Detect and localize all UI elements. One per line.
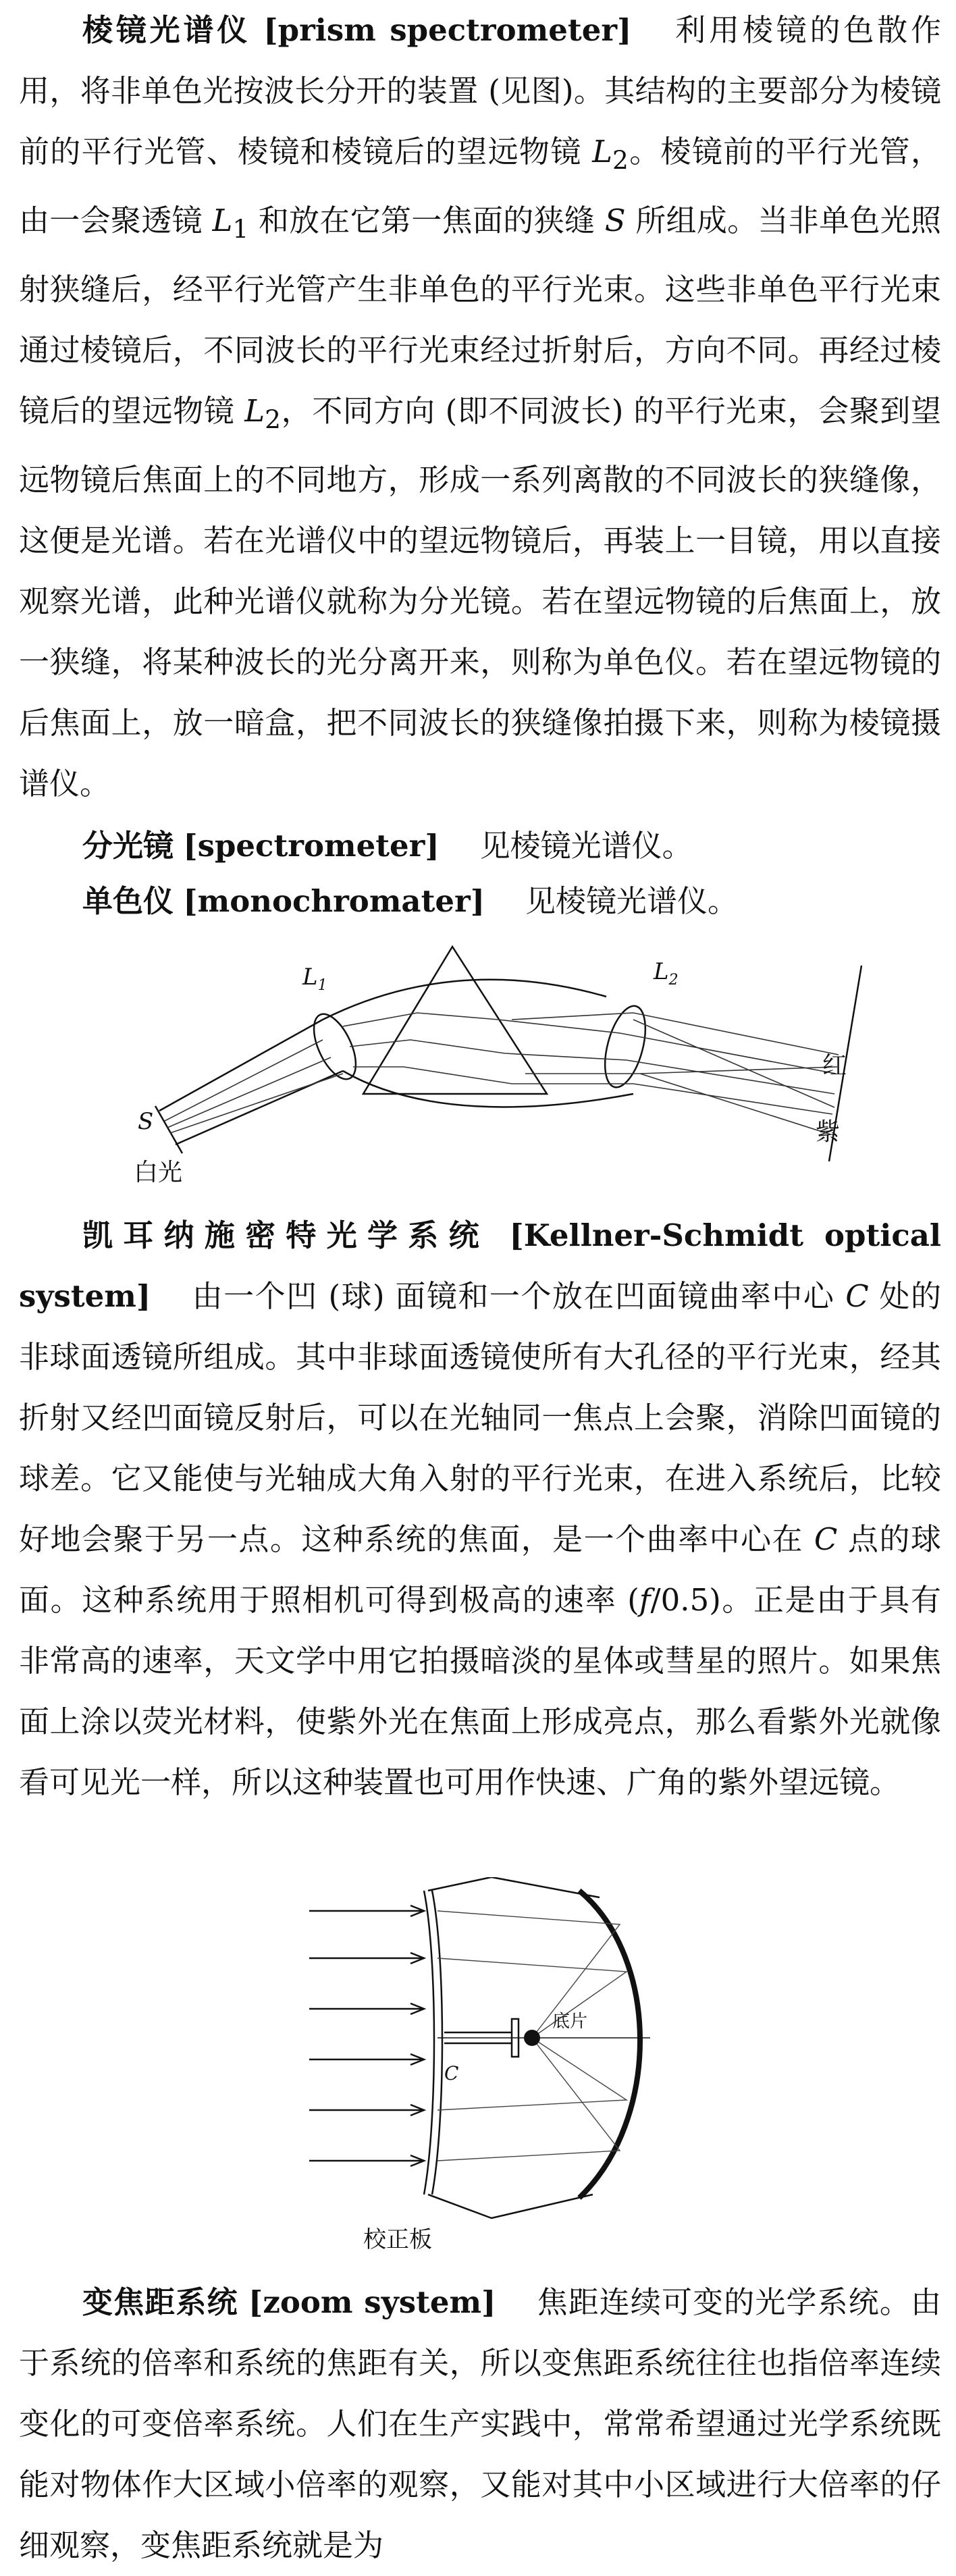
label-correction-plate: 校正板 [363,2226,432,2253]
label-film: 底片 [552,2012,588,2032]
symbol-f: f [639,1582,651,1618]
entry-text: 由一个凹 (球) 面镜和一个放在凹面镜曲率中心 [191,1278,846,1314]
entry-english: [prism spectrometer] [263,12,632,48]
focal-spot [524,2030,540,2046]
entry-english: [monochromater] [183,883,485,919]
slit-plate [155,1106,182,1153]
entry-text: 焦距连续可变的光学系统。由于系统的倍率和系统的焦距有关，所以变焦距系统往往也指倍率连续变化的可变倍率系统。人们在生产实践中，常常希望通过光学系统既能对物体作大区域小倍率的观察，又能对其中小区域进行大倍率的仔细观察，变焦距系统就是为 [19,2284,941,2563]
label-red: 红 [822,1052,847,1080]
entry-term: 变焦距系统 [82,2284,238,2320]
label-L2: $L_2$ [654,958,679,989]
label-L1: $L_1$ [302,964,327,994]
entry-text: 见棱镜光谱仪。 [479,828,693,864]
entry-text: 。棱镜前的平行光管，由一会聚透镜 [19,134,941,238]
subscript: 2 [265,404,282,434]
symbol-C: C [814,1521,838,1557]
entry-text: 所组成。当非单色光照射狭缝后，经平行光管产生非单色的平行光束。这些非单色平行光束通过棱镜后，不同波长的平行光束经过折射后，方向不同。再经过棱镜后的望远物镜 [19,203,941,429]
ray [512,1013,839,1055]
beam-edge [323,980,633,1107]
entry-english: [spectrometer] [183,828,440,864]
entry-text: 处的非球面透镜所组成。其中非球面透镜使所有大孔径的平行光束，经其折射又经凹面镜反射后，可以在光轴同一焦点上会聚，消除凹面镜的球差。它又能使与光轴成大角入射的平行光束，在进入系统后，比较好地会聚于另一点。这种系统的焦面，是一个曲率中心在 [19,1278,941,1557]
entry-zoom-system [19,2272,941,2576]
ray [343,1013,836,1074]
incoming-ray [309,1911,424,2161]
ray [165,1040,343,1133]
entry-term: 分光镜 [82,828,174,864]
entry-text: )。正是由于具有非常高的速率，天文学中用它拍摄暗淡的星体或彗星的照片。如果焦面上涂以荧光材料，使紫外光在焦面上形成亮点，那么看紫外光就像看可见光一样，所以这种装置也可用作快速、广角的紫外望远镜。 [19,1582,941,1800]
symbol-L: L [592,134,613,169]
ray [350,1040,834,1094]
label-white-light: 白光 [134,1159,183,1186]
lens-L1 [305,1008,364,1086]
prism [363,947,547,1094]
entry-text: /0.5 [650,1582,710,1618]
subscript: 2 [612,145,629,175]
label-S: S [138,1108,154,1135]
correction-plate [424,1891,442,2194]
label-C: C [444,2062,459,2084]
entry-kellner-schmidt [19,1205,941,1813]
entry-text: ，不同方向 (即不同波长) 的平行光束，会聚到望远物镜后焦面上的不同地方，形成一系列离散的不同波长的狭缝像，这便是光谱。若在光谱仪中的望远物镜后，再装上一目镜，用以直接观察光谱，此种光谱仪就称为分光镜。若在望远物镜的后焦面上，放一狭缝，将某种波长的光分离开来，则称为单色仪。若在望远物镜的后焦面上，放一暗盒，把不同波长的狭缝像拍摄下来，则称为棱镜摄谱仪。 [19,393,941,801]
entry-prism-spectrometer [19,0,941,814]
entry-term: 单色仪 [82,883,174,919]
symbol-L: L [244,393,265,429]
entry-monochromator [19,871,941,932]
arrow-icon [410,1905,424,2166]
entry-text: 见棱镜光谱仪。 [525,883,739,919]
prism-spectrometer-figure [120,939,863,1195]
entry-spectroscope [19,816,941,876]
label-violet: 紫 [816,1118,841,1146]
ray [633,1020,837,1107]
schmidt-system-figure [309,1877,660,2255]
entry-text: 点的球面。这种系统用于照相机可得到极高的速率 ( [19,1521,941,1618]
entry-text: 和放在它第一焦面的狭缝 [248,203,605,238]
entry-term: 凯耳纳施密特光学系统 [82,1217,489,1253]
entry-english: [Kellner-Schmidt optical system] [19,1217,941,1314]
tube-wall [428,1877,600,2218]
symbol-L: L [212,203,233,238]
symbol-S: S [604,203,626,238]
entry-english: [zoom system] [248,2284,496,2320]
subscript: 1 [232,214,249,244]
symbol-C: C [845,1278,869,1314]
entry-text: 利用棱镜的色散作用，将非单色光按波长分开的装置 (见图)。其结构的主要部分为棱镜前的平行光管、棱镜和棱镜后的望远物镜 [19,12,941,169]
entry-term: 棱镜光谱仪 [82,12,251,48]
